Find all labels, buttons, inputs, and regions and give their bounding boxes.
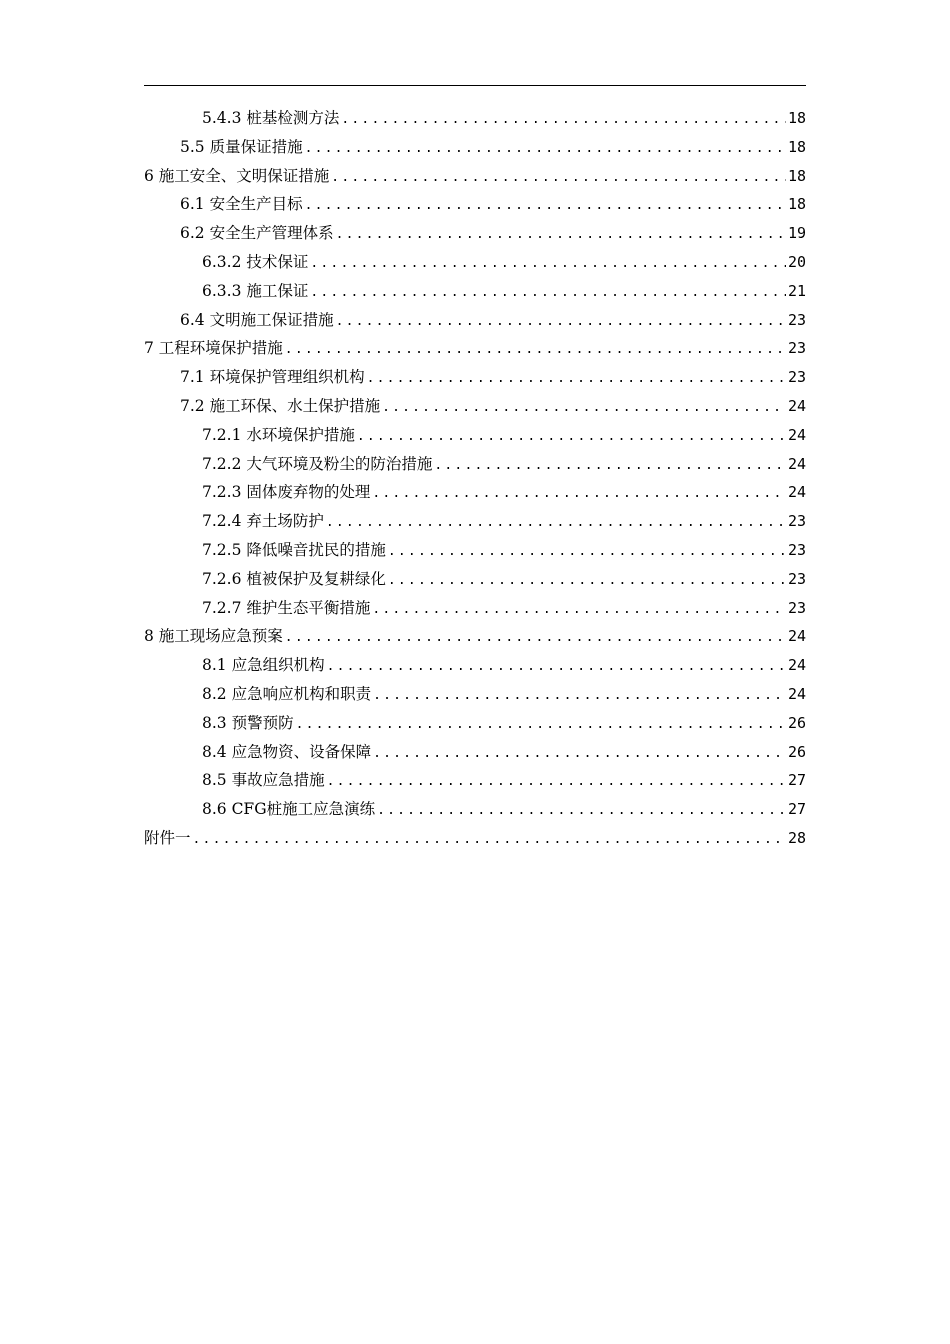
- toc-dot-leader: [305, 135, 786, 164]
- toc-entry[interactable]: [144, 248, 806, 277]
- toc-entry[interactable]: [144, 162, 806, 191]
- toc-entry-title: 6 施工安全、文明保证措施: [144, 166, 330, 185]
- toc-dot-leader: [327, 653, 786, 682]
- toc-entry-title: 5.5 质量保证措施: [180, 137, 303, 156]
- toc-page-number: 24: [787, 627, 806, 646]
- toc-dot-leader: [388, 538, 786, 567]
- table-of-contents: [144, 104, 806, 853]
- toc-entry[interactable]: [144, 363, 806, 392]
- toc-dot-leader: [372, 480, 786, 509]
- toc-dot-leader: [388, 567, 786, 596]
- toc-page-number: 23: [787, 339, 806, 358]
- toc-dot-leader: [310, 279, 786, 308]
- toc-entry[interactable]: [144, 622, 806, 651]
- toc-dot-leader: [305, 192, 786, 221]
- toc-entry[interactable]: [144, 190, 806, 219]
- toc-entry[interactable]: [144, 450, 806, 479]
- toc-dot-leader: [193, 826, 786, 855]
- toc-dot-leader: [331, 164, 786, 193]
- toc-dot-leader: [336, 221, 786, 250]
- toc-entry-title: 7.2.7 维护生态平衡措施: [202, 598, 371, 617]
- toc-page-number: 18: [787, 195, 806, 214]
- toc-page-number: 24: [787, 483, 806, 502]
- toc-page-number: 18: [787, 109, 806, 127]
- toc-entry[interactable]: [144, 651, 806, 680]
- toc-entry[interactable]: [144, 277, 806, 306]
- toc-page-number: 23: [787, 368, 806, 387]
- toc-entry[interactable]: [144, 766, 806, 795]
- toc-page-number: 18: [787, 166, 806, 185]
- toc-dot-leader: [341, 106, 786, 135]
- toc-dot-leader: [296, 711, 786, 740]
- toc-entry[interactable]: [144, 478, 806, 507]
- toc-dot-leader: [373, 682, 786, 711]
- toc-page-number: 20: [787, 252, 806, 271]
- toc-entry-title: 7 工程环境保护措施: [144, 339, 283, 358]
- toc-page-number: 23: [787, 569, 806, 588]
- toc-dot-leader: [373, 740, 786, 769]
- toc-dot-leader: [367, 365, 786, 394]
- toc-entry[interactable]: [144, 421, 806, 450]
- toc-dot-leader: [372, 596, 786, 625]
- toc-entry-title: 8.5 事故应急措施: [202, 771, 325, 790]
- toc-entry[interactable]: [144, 219, 806, 248]
- toc-dot-leader: [326, 509, 786, 538]
- toc-page-number: 23: [787, 310, 806, 329]
- toc-page-number: 24: [787, 656, 806, 675]
- toc-entry-title: 8.4 应急物资、设备保障: [202, 742, 372, 761]
- toc-entry[interactable]: [144, 392, 806, 421]
- toc-dot-leader: [382, 394, 786, 423]
- toc-dot-leader: [310, 250, 786, 279]
- toc-entry-title: 8.3 预警预防: [202, 713, 294, 732]
- toc-page-number: 26: [787, 713, 806, 732]
- toc-page-number: 18: [787, 137, 806, 156]
- toc-entry-title: 7.2.5 降低噪音扰民的措施: [202, 540, 386, 559]
- toc-entry[interactable]: [144, 709, 806, 738]
- header-rule: [144, 85, 806, 86]
- toc-entry-title: 8.6 CFG桩施工应急演练: [202, 800, 376, 819]
- toc-page-number: 23: [787, 598, 806, 617]
- toc-entry-title: 7.2.2 大气环境及粉尘的防治措施: [202, 454, 433, 473]
- toc-entry[interactable]: [144, 565, 806, 594]
- toc-page-number: 24: [787, 425, 806, 444]
- toc-entry-title: 6.3.3 施工保证: [202, 281, 309, 300]
- toc-dot-leader: [327, 768, 786, 797]
- toc-entry-title: 7.2 施工环保、水土保护措施: [180, 396, 381, 415]
- toc-entry[interactable]: [144, 334, 806, 363]
- toc-dot-leader: [285, 624, 786, 653]
- toc-page-number: 21: [787, 281, 806, 300]
- toc-entry-title: 7.2.4 弃土场防护: [202, 512, 324, 531]
- toc-dot-leader: [285, 336, 786, 365]
- toc-entry-title: 6.2 安全生产管理体系: [180, 224, 334, 243]
- toc-entry[interactable]: [144, 133, 806, 162]
- toc-page-number: 28: [787, 828, 806, 847]
- toc-entry-title: 5.4.3 桩基检测方法: [202, 109, 340, 127]
- toc-page-number: 24: [787, 454, 806, 473]
- toc-entry-title: 8.2 应急响应机构和职责: [202, 684, 372, 703]
- toc-entry[interactable]: [144, 306, 806, 335]
- toc-page-number: 23: [787, 512, 806, 531]
- toc-entry-title: 6.4 文明施工保证措施: [180, 310, 334, 329]
- toc-entry[interactable]: [144, 594, 806, 623]
- toc-page-number: 26: [787, 742, 806, 761]
- toc-page-number: 27: [787, 771, 806, 790]
- toc-entry-title: 8.1 应急组织机构: [202, 656, 325, 675]
- toc-dot-leader: [336, 308, 786, 337]
- toc-entry-title: 7.2.1 水环境保护措施: [202, 425, 355, 444]
- toc-entry[interactable]: [144, 104, 806, 133]
- toc-entry[interactable]: [144, 536, 806, 565]
- toc-page-number: 23: [787, 540, 806, 559]
- toc-page-number: 24: [787, 684, 806, 703]
- toc-entry-title: 7.1 环境保护管理组织机构: [180, 368, 365, 387]
- toc-entry-title: 7.2.3 固体废弃物的处理: [202, 483, 371, 502]
- toc-entry-title: 8 施工现场应急预案: [144, 627, 283, 646]
- toc-page-number: 27: [787, 800, 806, 819]
- toc-entry[interactable]: [144, 507, 806, 536]
- toc-dot-leader: [434, 452, 786, 481]
- toc-dot-leader: [377, 797, 786, 826]
- toc-entry[interactable]: [144, 824, 806, 853]
- toc-entry[interactable]: [144, 795, 806, 824]
- toc-entry-title: 7.2.6 植被保护及复耕绿化: [202, 569, 386, 588]
- toc-entry-title: 附件一: [144, 828, 191, 847]
- toc-page-number: 24: [787, 396, 806, 415]
- toc-entry[interactable]: [144, 680, 806, 709]
- toc-dot-leader: [357, 423, 786, 452]
- toc-page-number: 19: [787, 224, 806, 243]
- toc-entry-title: 6.3.2 技术保证: [202, 252, 309, 271]
- toc-entry[interactable]: [144, 738, 806, 767]
- toc-entry-title: 6.1 安全生产目标: [180, 195, 303, 214]
